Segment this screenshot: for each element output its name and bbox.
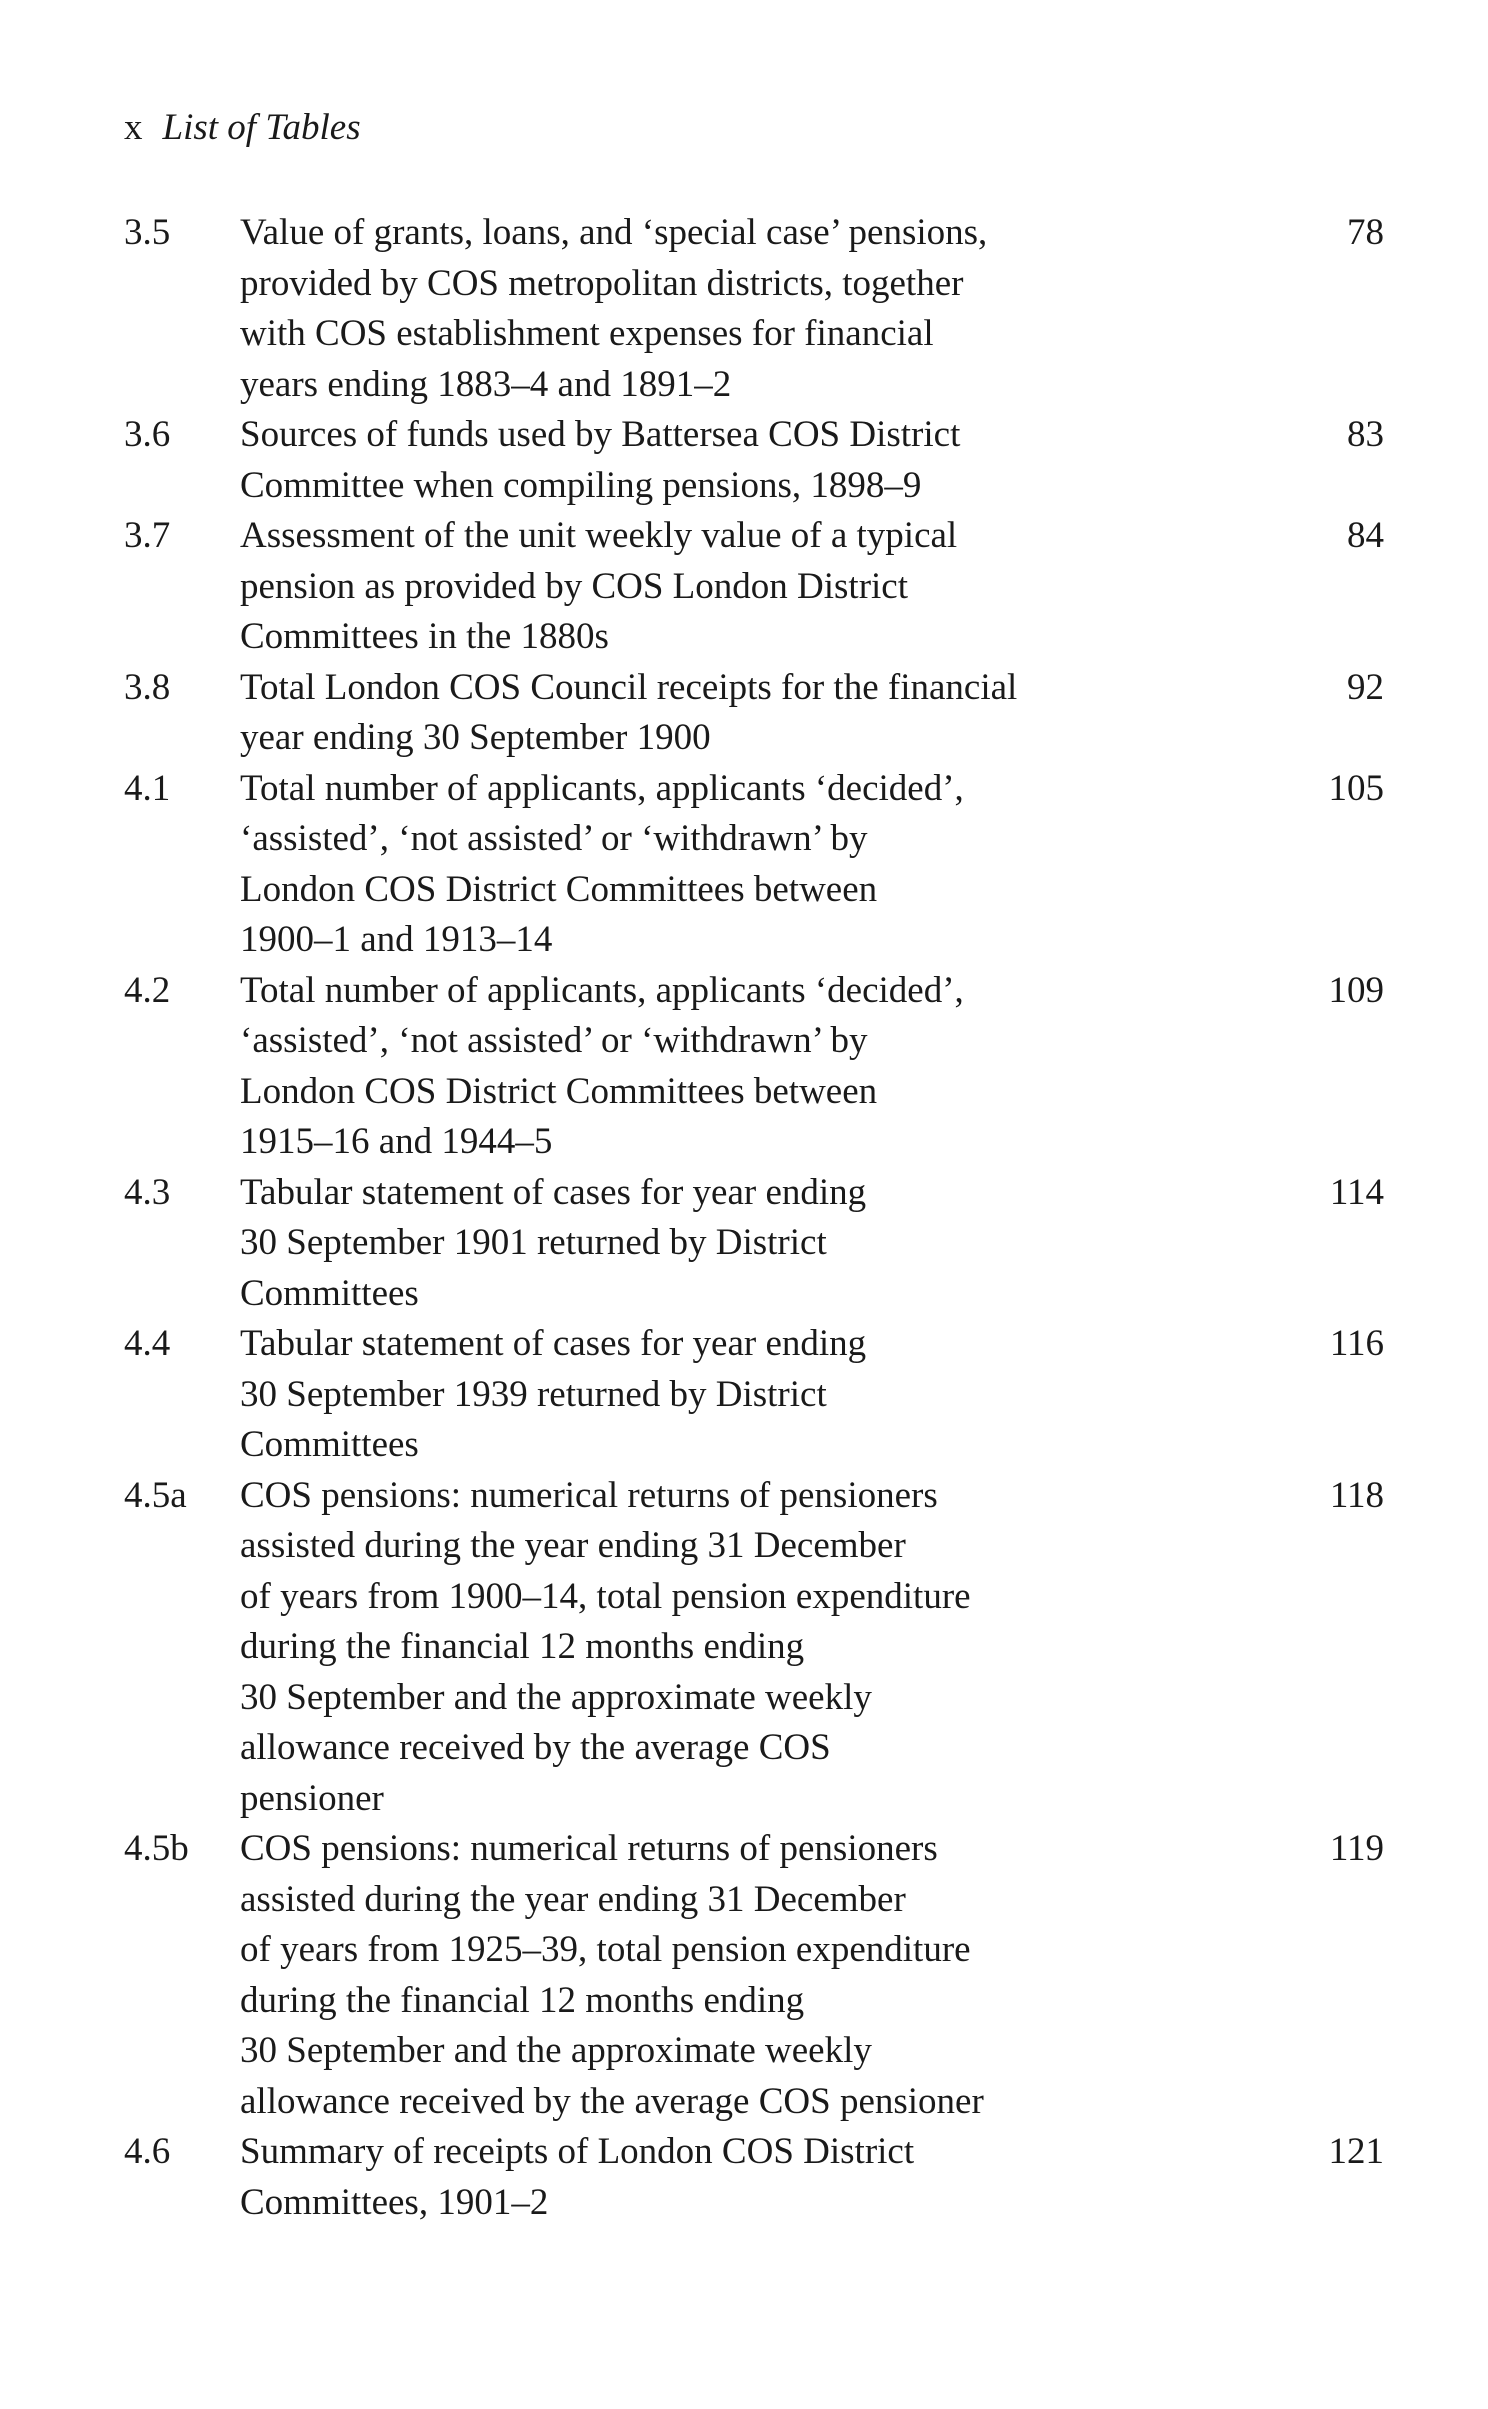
page-number: 109 bbox=[1328, 969, 1384, 1011]
page-number: 121 bbox=[1328, 2131, 1384, 2172]
table-number: 4.4 bbox=[124, 1323, 171, 1364]
table-title-line: ‘assisted’, ‘not assisted’ or ‘withdrawn’ by bbox=[240, 1020, 868, 1061]
table-number: 4.3 bbox=[124, 1171, 171, 1213]
table-title bbox=[240, 1168, 1300, 1320]
table-title-line: Sources of funds used by Battersea COS District bbox=[240, 414, 961, 455]
table-title bbox=[240, 2127, 1300, 2228]
table-title-line: assisted during the year ending 31 December bbox=[240, 1525, 906, 1566]
table-title-line: 1900–1 and 1913–14 bbox=[240, 919, 553, 960]
table-entry bbox=[124, 663, 1384, 764]
table-title-line: Assessment of the unit weekly value of a typical bbox=[240, 515, 958, 556]
page-number: 118 bbox=[1329, 1474, 1384, 1516]
table-title bbox=[240, 410, 1300, 511]
table-title-line: 30 September and the approximate weekly bbox=[240, 2030, 872, 2071]
table-title bbox=[240, 663, 1300, 764]
table-title-line: 1915–16 and 1944–5 bbox=[240, 1121, 553, 1162]
table-entry bbox=[124, 2127, 1384, 2228]
table-title-line: of years from 1900–14, total pension expenditure bbox=[240, 1575, 971, 1617]
table-number: 4.6 bbox=[124, 2131, 171, 2172]
table-number: 3.5 bbox=[124, 212, 171, 253]
table-title-line: years ending 1883–4 and 1891–2 bbox=[240, 363, 732, 405]
table-title-line: provided by COS metropolitan districts, together bbox=[240, 262, 964, 304]
page-number: 92 bbox=[1347, 666, 1384, 708]
running-head bbox=[124, 104, 361, 152]
running-head-title: List of Tables bbox=[162, 107, 361, 148]
table-number: 4.5a bbox=[124, 1474, 187, 1516]
table-title-line: during the financial 12 months ending bbox=[240, 1979, 805, 2021]
table-title-line: COS pensions: numerical returns of pensioners bbox=[240, 1474, 938, 1516]
table-title-line: of years from 1925–39, total pension expenditure bbox=[240, 1929, 971, 1970]
table-number: 4.2 bbox=[124, 969, 171, 1011]
table-title-line: Committees bbox=[240, 1272, 419, 1314]
table-title-line: Tabular statement of cases for year ending bbox=[240, 1171, 867, 1213]
table-title-line: pension as provided by COS London District bbox=[240, 565, 909, 607]
table-title bbox=[240, 966, 1300, 1168]
table-entry bbox=[124, 511, 1384, 663]
table-title-line: during the financial 12 months ending bbox=[240, 1626, 805, 1667]
table-title-line: Summary of receipts of London COS District bbox=[240, 2131, 915, 2172]
table-title-line: Committees in the 1880s bbox=[240, 616, 609, 657]
table-number: 3.6 bbox=[124, 414, 171, 455]
table-title-line: COS pensions: numerical returns of pensioners bbox=[240, 1828, 938, 1869]
table-title-line: Value of grants, loans, and ‘special case’ pensions, bbox=[240, 212, 988, 253]
table-number: 3.7 bbox=[124, 515, 171, 556]
table-title-line: 30 September and the approximate weekly bbox=[240, 1676, 872, 1718]
table-title bbox=[240, 1824, 1300, 2127]
page-number: 114 bbox=[1329, 1171, 1384, 1213]
page-number: 116 bbox=[1329, 1323, 1384, 1364]
table-number: 3.8 bbox=[124, 666, 171, 708]
table-title-line: ‘assisted’, ‘not assisted’ or ‘withdrawn’ by bbox=[240, 818, 868, 859]
table-entry bbox=[124, 410, 1384, 511]
table-entry bbox=[124, 1319, 1384, 1471]
table-entry bbox=[124, 764, 1384, 966]
page-number: 78 bbox=[1347, 212, 1384, 253]
page-number: 83 bbox=[1347, 414, 1384, 455]
table-title-line: 30 September 1901 returned by District bbox=[240, 1222, 827, 1263]
table-title-line: allowance received by the average COS pensioner bbox=[240, 2080, 984, 2122]
table-title-line: Total number of applicants, applicants ‘decided’, bbox=[240, 767, 964, 809]
table-number: 4.5b bbox=[124, 1828, 189, 1869]
table-entry bbox=[124, 1471, 1384, 1825]
table-title-line: Committee when compiling pensions, 1898–9 bbox=[240, 464, 922, 506]
page-folio: x bbox=[124, 107, 143, 148]
table-title-line: Total number of applicants, applicants ‘decided’, bbox=[240, 969, 964, 1011]
table-title bbox=[240, 764, 1300, 966]
list-of-tables bbox=[124, 208, 1384, 2228]
table-title-line: London COS District Committees between bbox=[240, 1070, 878, 1112]
table-entry bbox=[124, 208, 1384, 410]
table-title-line: allowance received by the average COS bbox=[240, 1727, 831, 1768]
table-title-line: Total London COS Council receipts for the financial bbox=[240, 666, 1018, 708]
table-title-line: Tabular statement of cases for year ending bbox=[240, 1323, 867, 1364]
table-entry bbox=[124, 1824, 1384, 2127]
table-title-line: assisted during the year ending 31 December bbox=[240, 1878, 906, 1920]
table-entry bbox=[124, 1168, 1384, 1320]
page-number: 119 bbox=[1329, 1828, 1384, 1869]
table-title bbox=[240, 1319, 1300, 1471]
table-title bbox=[240, 208, 1300, 410]
table-number: 4.1 bbox=[124, 767, 171, 809]
table-title-line: London COS District Committees between bbox=[240, 868, 878, 910]
table-title bbox=[240, 511, 1300, 663]
page-number: 84 bbox=[1347, 515, 1384, 556]
table-title-line: Committees, 1901–2 bbox=[240, 2181, 549, 2223]
table-title-line: Committees bbox=[240, 1424, 419, 1465]
table-title bbox=[240, 1471, 1300, 1825]
table-entry bbox=[124, 966, 1384, 1168]
table-title-line: year ending 30 September 1900 bbox=[240, 717, 711, 758]
table-title-line: 30 September 1939 returned by District bbox=[240, 1373, 827, 1415]
page-number: 105 bbox=[1328, 767, 1384, 809]
table-title-line: pensioner bbox=[240, 1777, 384, 1819]
table-title-line: with COS establishment expenses for financial bbox=[240, 313, 934, 354]
